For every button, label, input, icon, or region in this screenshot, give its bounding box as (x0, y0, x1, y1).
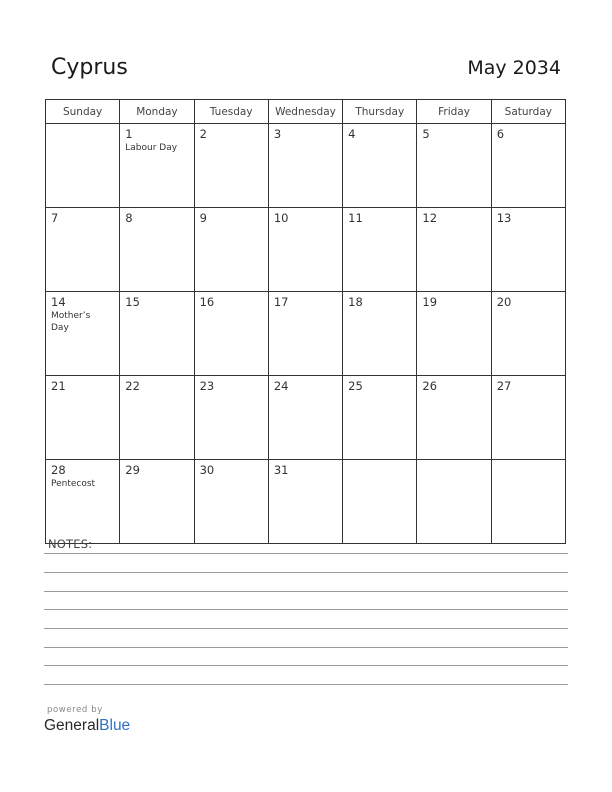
day-number: 29 (125, 463, 140, 477)
day-number: 12 (422, 211, 438, 225)
day-cell (46, 376, 120, 460)
day-cell (491, 124, 565, 208)
day-cell (46, 460, 120, 544)
day-number: 8 (125, 211, 133, 225)
note-line (44, 665, 568, 666)
day-cell (268, 292, 342, 376)
day-number: 30 (199, 463, 215, 477)
day-number: 2 (199, 127, 207, 141)
day-number: 26 (422, 379, 438, 393)
weekday-header-row (46, 100, 566, 124)
weekday-wednesday: Wednesday (268, 100, 342, 124)
weekday-thursday: Thursday (343, 100, 417, 124)
day-cell (268, 460, 342, 544)
day-cell (343, 460, 417, 544)
note-line (44, 628, 568, 629)
day-number: 21 (51, 379, 66, 393)
day-cell (46, 124, 120, 208)
weekday-sunday: Sunday (46, 100, 120, 124)
holiday-label: Labour Day (125, 143, 178, 153)
brand-name-blue: Blue (99, 717, 131, 734)
day-number: 18 (348, 295, 363, 309)
day-number: 14 (51, 295, 66, 309)
day-number: 5 (422, 127, 430, 141)
note-line (44, 647, 568, 648)
day-number: 31 (273, 463, 289, 477)
day-cell (46, 208, 120, 292)
day-cell (491, 292, 565, 376)
calendar-week-row (46, 124, 566, 208)
weekday-saturday: Saturday (491, 100, 565, 124)
day-cell (120, 376, 194, 460)
day-cell (417, 208, 491, 292)
day-number: 9 (199, 211, 207, 225)
day-cell (343, 208, 417, 292)
day-cell (417, 376, 491, 460)
calendar-grid (45, 99, 566, 544)
day-number: 13 (496, 211, 512, 225)
day-cell (120, 208, 194, 292)
day-cell (194, 292, 268, 376)
day-number: 4 (348, 127, 356, 141)
day-number: 10 (273, 211, 289, 225)
holiday-label: Pentecost (51, 479, 96, 489)
note-line (44, 572, 568, 573)
calendar-week-row (46, 292, 566, 376)
weekday-friday: Friday (417, 100, 491, 124)
day-number: 20 (496, 295, 512, 309)
day-number: 28 (51, 463, 66, 477)
weekday-tuesday: Tuesday (194, 100, 268, 124)
note-line (44, 591, 568, 592)
day-number: 3 (273, 127, 282, 141)
holiday-label: Mother’s Day (51, 311, 91, 333)
day-cell (491, 460, 565, 544)
day-number: 1 (125, 127, 133, 141)
country-title: Cyprus (51, 55, 128, 80)
day-number: 23 (199, 379, 215, 393)
day-cell (46, 292, 120, 376)
day-cell (268, 376, 342, 460)
brand-name-general: General (44, 717, 100, 734)
day-cell (268, 124, 342, 208)
notes-label: NOTES: (48, 537, 93, 551)
day-number: 25 (348, 379, 363, 393)
day-cell (343, 376, 417, 460)
day-number: 7 (51, 211, 59, 225)
day-number: 15 (125, 295, 140, 309)
day-number: 17 (273, 295, 289, 309)
day-cell (417, 292, 491, 376)
calendar-body (46, 124, 566, 544)
day-cell (194, 208, 268, 292)
calendar-week-row (46, 460, 566, 544)
note-line (44, 553, 568, 554)
day-cell (120, 292, 194, 376)
day-cell (120, 124, 194, 208)
day-cell (417, 124, 491, 208)
day-number: 22 (125, 379, 140, 393)
day-cell (120, 460, 194, 544)
calendar-week-row (46, 208, 566, 292)
day-cell (343, 292, 417, 376)
day-number: 11 (348, 211, 363, 225)
day-number: 19 (422, 295, 438, 309)
day-cell (194, 460, 268, 544)
day-number: 16 (199, 295, 215, 309)
day-number: 6 (496, 127, 505, 141)
day-cell (343, 124, 417, 208)
powered-by-label: powered by (47, 705, 103, 715)
day-cell (194, 124, 268, 208)
day-number: 24 (273, 379, 289, 393)
brand-logo (44, 717, 130, 735)
calendar-week-row (46, 376, 566, 460)
day-cell (268, 208, 342, 292)
day-cell (491, 208, 565, 292)
weekday-monday: Monday (120, 100, 194, 124)
day-cell (194, 376, 268, 460)
day-cell (491, 376, 565, 460)
day-cell (417, 460, 491, 544)
note-line (44, 684, 568, 685)
day-number: 27 (496, 379, 512, 393)
note-line (44, 609, 568, 610)
month-year-title: May 2034 (467, 57, 561, 79)
